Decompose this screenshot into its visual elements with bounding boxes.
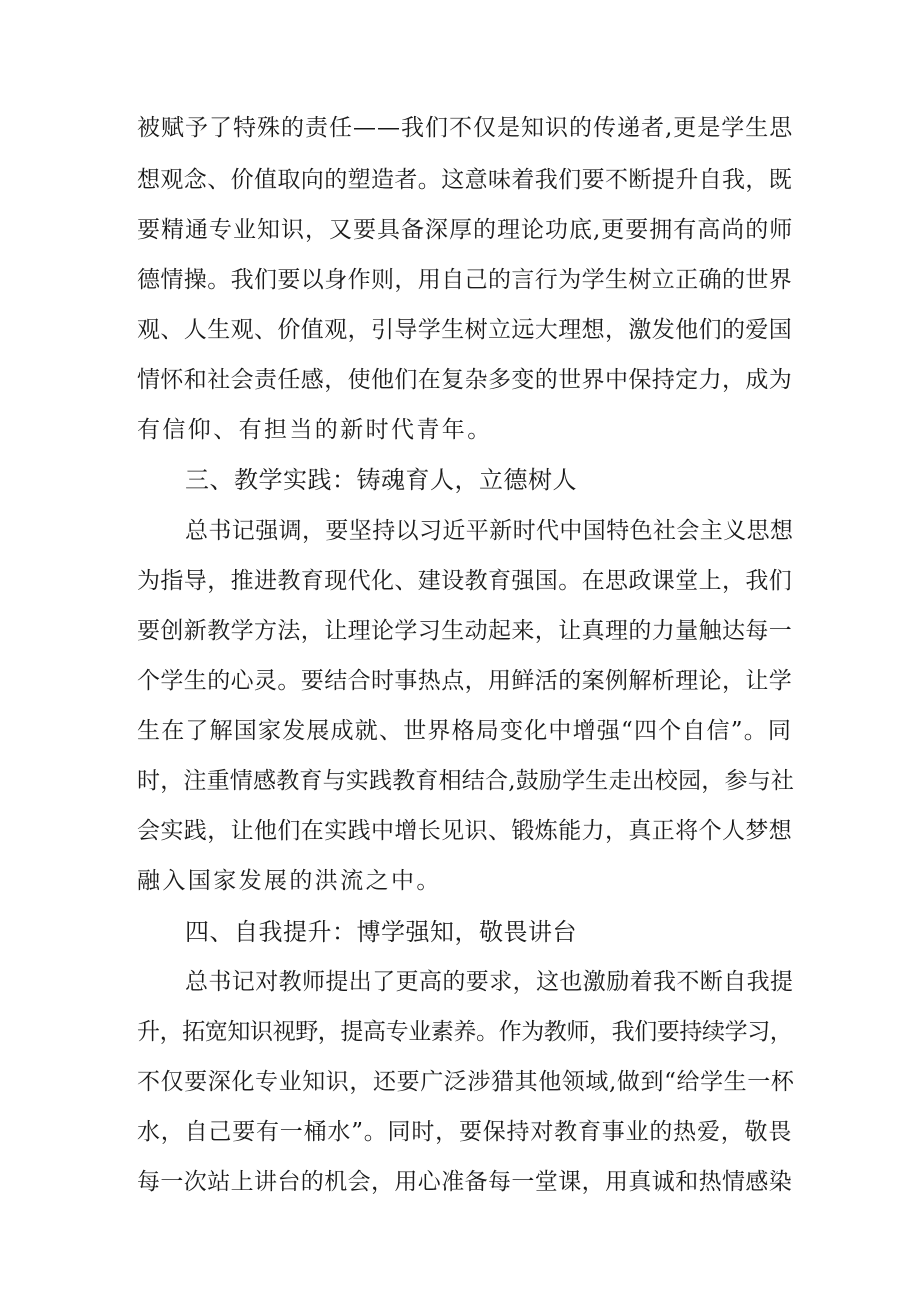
- paragraph-line: 情怀和社会责任感，使他们在复杂多变的世界中保持定力，成为: [137, 367, 793, 393]
- paragraph-line: 想观念、价值取向的塑造者。这意味着我们要不断提升自我，既: [137, 167, 793, 193]
- paragraph-line: 为指导，推进教育现代化、建设教育强国。在思政课堂上，我们: [137, 568, 793, 594]
- paragraph-line: 要精通专业知识，又要具备深厚的理论功底,更要拥有高尚的师: [137, 217, 794, 243]
- paragraph-line: 每一次站上讲台的机会，用心准备每一堂课，用真诚和热情感染: [137, 1169, 793, 1195]
- paragraph-line: 不仅要深化专业知识，还要广泛涉猎其他领域,做到“给学生一杯: [137, 1069, 795, 1095]
- paragraph-line: 观、人生观、价值观，引导学生树立远大理想，激发他们的爱国: [137, 317, 793, 343]
- paragraph-line: 生在了解国家发展成就、世界格局变化中增强“四个自信”。同: [137, 718, 793, 744]
- paragraph-line: 被赋予了特殊的责任——我们不仅是知识的传递者,更是学生思: [137, 115, 794, 141]
- paragraph-line: 水，自己要有一桶水”。同时，要保持对教育事业的热爱，敬畏: [137, 1119, 793, 1145]
- paragraph-line: 有信仰、有担当的新时代青年。: [137, 417, 493, 443]
- paragraph-line: 融入国家发展的洪流之中。: [137, 868, 442, 894]
- paragraph-line: 要创新教学方法，让理论学习生动起来，让真理的力量触达每一: [137, 618, 793, 644]
- paragraph-line: 个学生的心灵。要结合时事热点，用鲜活的案例解析理论，让学: [137, 668, 793, 694]
- paragraph-line: 时，注重情感教育与实践教育相结合,鼓励学生走出校园，参与社: [137, 768, 795, 794]
- paragraph-line: 总书记对教师提出了更高的要求，这也激励着我不断自我提: [185, 969, 794, 995]
- paragraph-line: 升，拓宽知识视野，提高专业素养。作为教师，我们要持续学习，: [137, 1019, 793, 1045]
- paragraph-line: 德情操。我们要以身作则，用自己的言行为学生树立正确的世界: [137, 267, 793, 293]
- section-heading: 三、教学实践：铸魂育人，立德树人: [185, 466, 577, 494]
- paragraph-line: 会实践，让他们在实践中增长见识、锻炼能力，真正将个人梦想: [137, 818, 793, 844]
- paragraph-line: 总书记强调，要坚持以习近平新时代中国特色社会主义思想: [185, 518, 794, 544]
- section-heading: 四、自我提升：博学强知，敬畏讲台: [185, 918, 577, 946]
